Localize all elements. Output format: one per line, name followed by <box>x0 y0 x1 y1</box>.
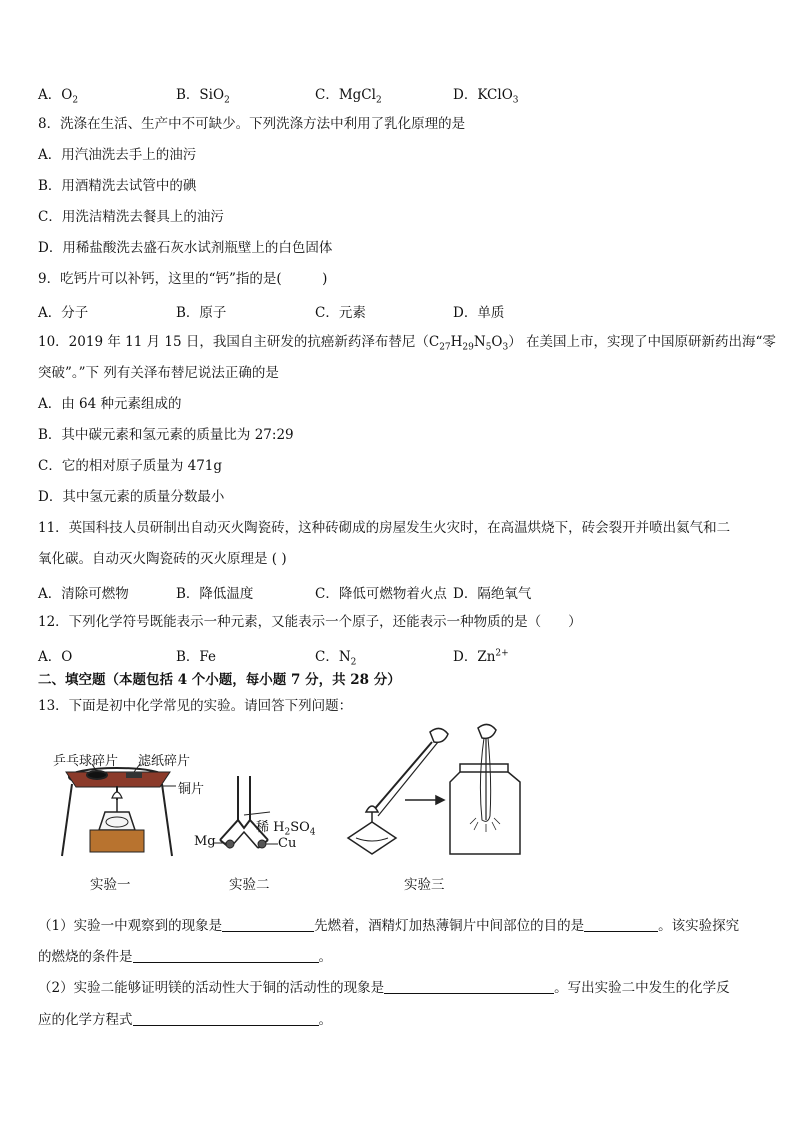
label-dilute-acid: 稀 $H_2SO_4$ <box>256 820 316 838</box>
label-experiment-2: 实验二 <box>229 877 270 893</box>
experiment-3-apparatus <box>348 724 520 854</box>
q9-options <box>38 301 758 319</box>
label-mg: Mg <box>194 834 216 849</box>
q13-part1-line2: 的燃烧的条件是 。 <box>38 949 332 965</box>
q7-options <box>38 83 758 106</box>
q12-option-b: B．Fe <box>176 649 217 665</box>
q12-stem: 12．下列化学符号既能表示一种元素，又能表示一个原子，还能表示一种物质的是（ ） <box>38 614 582 630</box>
section-title-fill-in: 二、填空题（本题包括 4 个小题，每小题 7 分，共 28 分） <box>38 672 401 688</box>
q12-option-c: C．$N_2$ <box>315 649 357 668</box>
label-experiment-3: 实验三 <box>404 877 445 893</box>
q10-option-b: B．其中碳元素和氢元素的质量比为 27:29 <box>38 427 294 443</box>
q11-option-d: D．隔绝氧气 <box>453 586 532 602</box>
q8-option-c: C．用洗洁精洗去餐具上的油污 <box>38 209 224 225</box>
q13-part1-line1: （1）实验一中观察到的现象是 先燃着，酒精灯加热薄铜片中间部位的目的是 。该实验探究 <box>38 918 740 934</box>
q8-option-d: D．用稀盐酸洗去盛石灰水试剂瓶壁上的白色固体 <box>38 240 333 256</box>
label-experiment-1: 实验一 <box>90 877 131 893</box>
q10-stem-line2: 突破”。”下 列有关泽布替尼说法正确的是 <box>38 365 279 381</box>
q10-option-d: D．其中氢元素的质量分数最小 <box>38 489 225 505</box>
q9-stem: 9．吃钙片可以补钙，这里的“钙”指的是( ) <box>38 271 328 287</box>
q12-options <box>38 645 758 668</box>
label-cu: Cu <box>278 836 297 851</box>
q11-option-a: A．清除可燃物 <box>38 586 129 602</box>
q9-option-d: D．单质 <box>453 305 505 321</box>
q7-option-a: A．$O_2$ <box>38 87 79 106</box>
q11-option-c: C．降低可燃物着火点 <box>315 586 447 602</box>
q13-part2-line2: 应的化学方程式 。 <box>38 1012 332 1028</box>
label-pingpong: 乒乓球碎片 <box>53 754 119 769</box>
answer-blank-2[interactable] <box>584 917 658 932</box>
q13-figure <box>0 720 794 900</box>
q8-option-b: B．用酒精洗去试管中的碘 <box>38 178 197 194</box>
q7-option-c: C．MgCl$_2$ <box>315 87 382 106</box>
q10-stem: 10．2019 年 11 月 15 日，我国自主研发的抗癌新药泽布替尼$(C_{27}H_{29}N_5O_3)$ 在美国上市，实现了中国原研新药出海“零 <box>38 334 776 353</box>
q9-option-b: B．原子 <box>176 305 227 321</box>
q12-option-d: D．$Zn^{2+}$ <box>453 648 509 665</box>
q9-option-a: A．分子 <box>38 305 89 321</box>
q13-part2-line1: （2）实验二能够证明镁的活动性大于铜的活动性的现象是 。写出实验二中发生的化学反 <box>38 980 730 996</box>
q10-option-a: A．由 64 种元素组成的 <box>38 396 182 412</box>
q7-option-b: B．SiO$_2$ <box>176 87 230 106</box>
q8-stem: 8．洗涤在生活、生产中不可缺少。下列洗涤方法中利用了乳化原理的是 <box>38 116 466 132</box>
answer-blank-1[interactable] <box>222 917 314 932</box>
answer-blank-5[interactable] <box>133 1011 319 1026</box>
label-copper-plate: 铜片 <box>178 782 205 797</box>
q12-option-a: A．O <box>38 649 73 665</box>
label-filter-paper: 滤纸碎片 <box>138 754 191 769</box>
q11-stem: 11．英国科技人员研制出自动灭火陶瓷砖，这种砖砌成的房屋发生火灾时，在高温烘烧下，砖会裂开并喷出氦气和二 <box>38 520 731 536</box>
q11-options <box>38 582 758 600</box>
q10-option-c: C．它的相对原子质量为 471g <box>38 458 223 474</box>
q8-option-a: A．用汽油洗去手上的油污 <box>38 147 197 163</box>
q9-option-c: C．元素 <box>315 305 366 321</box>
experiment-1-apparatus <box>62 768 172 856</box>
q11-stem-line2: 氧化碳。自动灭火陶瓷砖的灭火原理是 ( ) <box>38 551 287 567</box>
q7-option-d: D．KClO$_3$ <box>453 87 519 106</box>
q11-option-b: B．降低温度 <box>176 586 254 602</box>
answer-blank-3[interactable] <box>133 948 319 963</box>
q13-stem: 13．下面是初中化学常见的实验。请回答下列问题： <box>38 698 353 714</box>
answer-blank-4[interactable] <box>384 979 554 994</box>
